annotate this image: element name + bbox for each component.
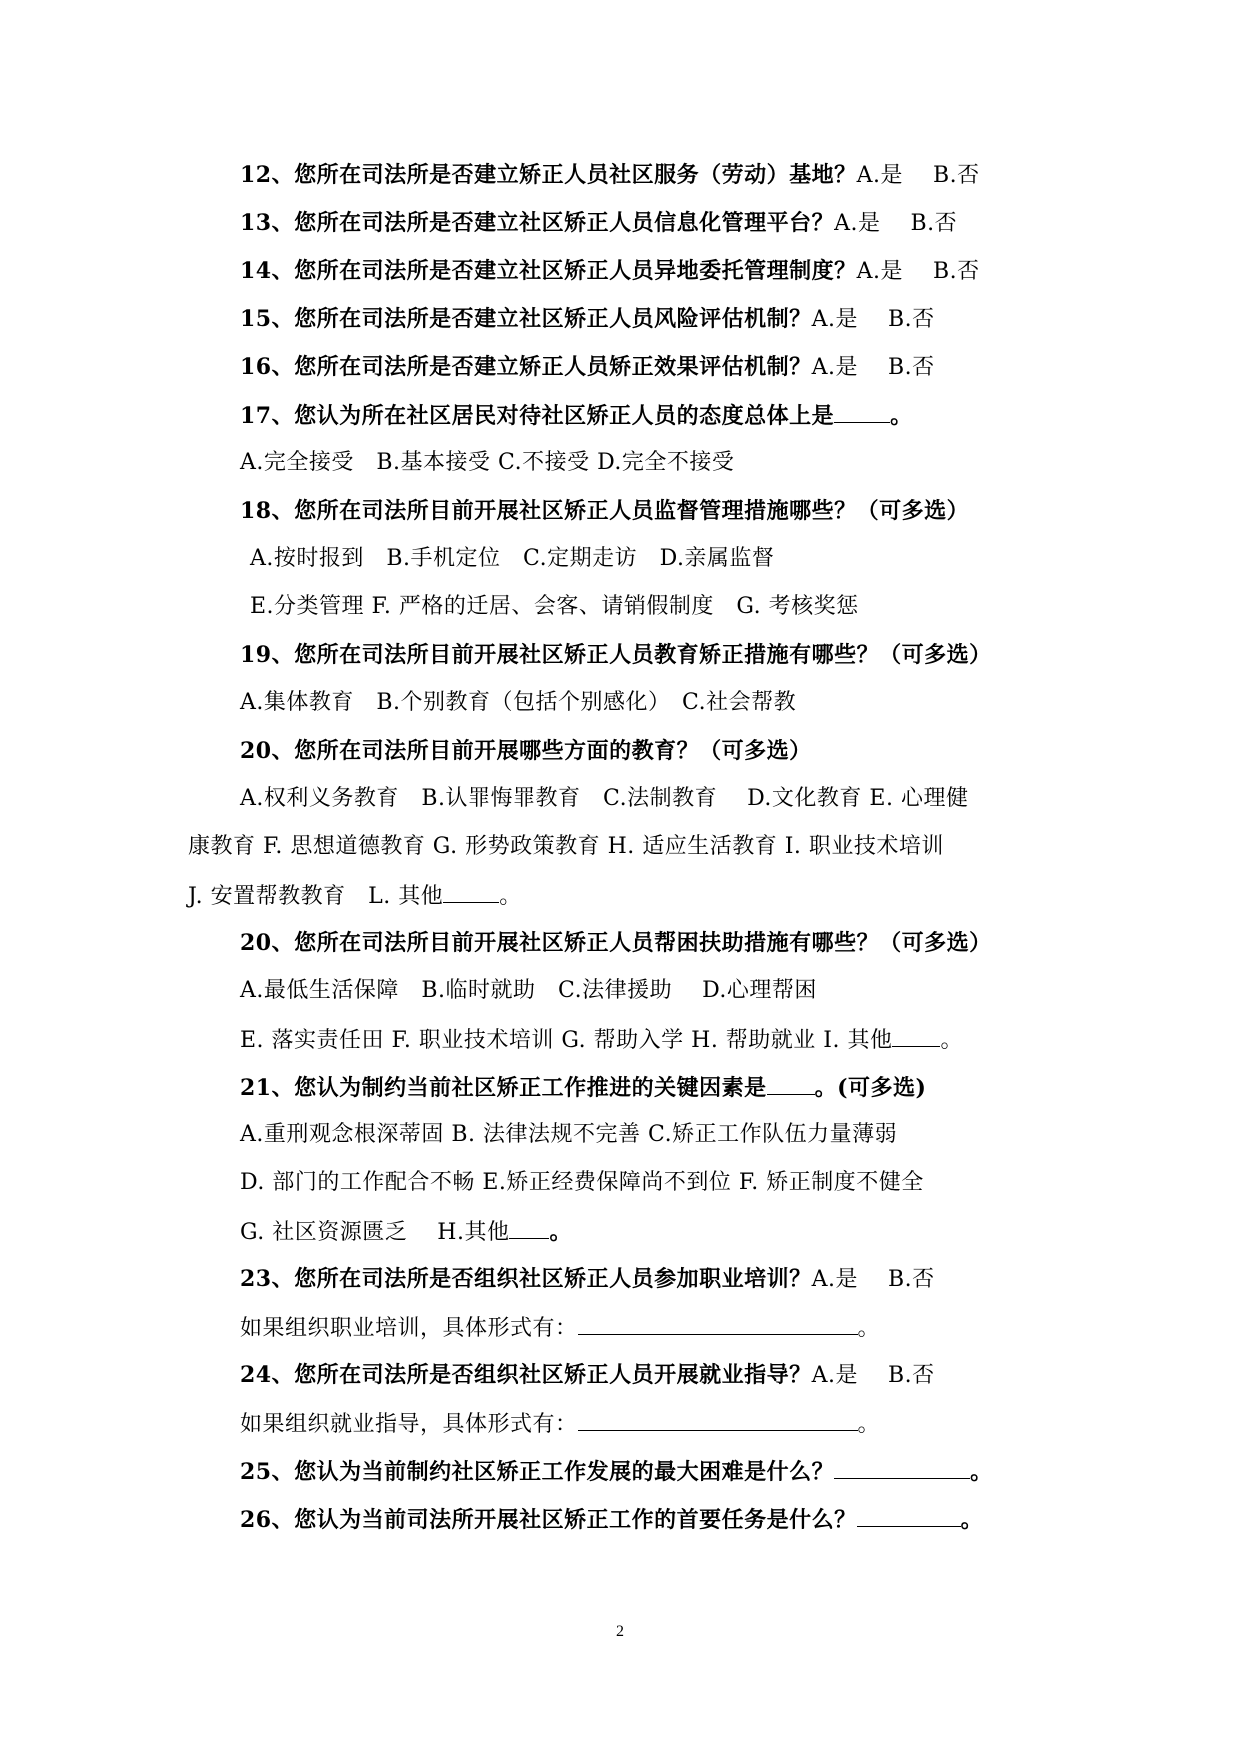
question-text: 16、您所在司法所是否建立矫正人员矫正效果评估机制？	[240, 354, 812, 380]
question-options: A.是 B.否	[834, 211, 958, 236]
question-text: 24、您所在司法所是否组织社区矫正人员开展就业指导？	[240, 1362, 812, 1388]
question-12	[240, 160, 1060, 191]
question-options: A.集体教育 B.个别教育（包括个别感化） C.社会帮教	[240, 690, 797, 715]
question-20-education-options-1	[240, 784, 1060, 814]
question-18-options-2	[250, 592, 1070, 622]
answer-blank[interactable]	[509, 1216, 549, 1239]
question-text: 25、您认为当前制约社区矫正工作发展的最大困难是什么？	[240, 1459, 835, 1485]
question-text: 26、您认为当前司法所开展社区矫正工作的首要任务是什么？	[240, 1507, 857, 1533]
question-20-assistance-options-1	[240, 976, 1060, 1006]
question-options: A.权利义务教育 B.认罪悔罪教育 C.法制教育 D.文化教育 E. 心理健	[240, 786, 969, 811]
follow-up-text: 如果组织职业培训，具体形式有：	[240, 1316, 578, 1341]
question-20-assistance-options-2	[240, 1024, 1060, 1056]
question-end: 。	[970, 1459, 993, 1485]
follow-up-text: 如果组织就业指导，具体形式有：	[240, 1412, 578, 1437]
question-end: 。	[890, 403, 913, 429]
question-options: D. 部门的工作配合不畅 E.矫正经费保障尚不到位 F. 矫正制度不健全	[240, 1170, 924, 1195]
answer-blank[interactable]	[578, 1312, 858, 1335]
answer-blank[interactable]	[767, 1072, 815, 1095]
question-end: 。(可多选)	[814, 1075, 927, 1101]
question-18-options-1	[250, 544, 1070, 574]
question-18	[240, 496, 1060, 527]
answer-blank[interactable]	[834, 1456, 970, 1479]
question-options: E. 落实责任田 F. 职业技术培训 G. 帮助入学 H. 帮助就业 I. 其他	[240, 1028, 893, 1053]
question-text: 19、您所在司法所目前开展社区矫正人员教育矫正措施有哪些？（可多选）	[240, 642, 992, 668]
question-21-options-3	[240, 1216, 1060, 1248]
question-21-options-2	[240, 1168, 1060, 1198]
question-options: G. 社区资源匮乏 H.其他	[240, 1220, 510, 1245]
question-end: 。	[960, 1507, 984, 1533]
question-text: 20、您所在司法所目前开展哪些方面的教育？（可多选）	[240, 738, 812, 764]
answer-blank[interactable]	[892, 1024, 940, 1047]
question-options: E.分类管理 F. 严格的迁居、会客、请销假制度 G. 考核奖惩	[250, 594, 859, 619]
answer-blank[interactable]	[578, 1408, 858, 1431]
question-end: 。	[857, 1412, 881, 1437]
answer-blank[interactable]	[443, 880, 499, 903]
question-end: 。	[499, 884, 522, 909]
question-16	[240, 352, 1060, 383]
question-options: A.是 B.否	[811, 1363, 935, 1388]
question-20-education	[240, 736, 1060, 767]
question-text: 15、您所在司法所是否建立社区矫正人员风险评估机制？	[240, 306, 812, 332]
question-20-education-options-3	[188, 880, 1008, 912]
question-19	[240, 640, 1060, 671]
question-options: A.按时报到 B.手机定位 C.定期走访 D.亲属监督	[250, 546, 775, 571]
question-26	[240, 1504, 1060, 1536]
question-options: A.是 B.否	[856, 163, 980, 188]
question-24-follow-up	[240, 1408, 1060, 1440]
question-13	[240, 208, 1060, 239]
question-23-follow-up	[240, 1312, 1060, 1344]
question-21-options-1	[240, 1120, 1060, 1150]
question-25	[240, 1456, 1060, 1488]
question-text: 20、您所在司法所目前开展社区矫正人员帮困扶助措施有哪些？（可多选）	[240, 930, 992, 956]
question-15	[240, 304, 1060, 335]
question-options: 康教育 F. 思想道德教育 G. 形势政策教育 H. 适应生活教育 I. 职业技术培训	[188, 834, 944, 859]
question-14	[240, 256, 1060, 287]
page-number: 2	[616, 1623, 624, 1640]
question-options: J. 安置帮教教育 L. 其他	[188, 884, 444, 909]
question-20-education-options-2	[188, 832, 1068, 862]
question-text: 12、您所在司法所是否建立矫正人员社区服务（劳动）基地？	[240, 162, 857, 188]
question-text: 23、您所在司法所是否组织社区矫正人员参加职业培训？	[240, 1266, 812, 1292]
question-text: 14、您所在司法所是否建立社区矫正人员异地委托管理制度？	[240, 258, 857, 284]
question-options: A.完全接受 B.基本接受 C.不接受 D.完全不接受	[240, 450, 735, 475]
question-17	[240, 400, 1060, 432]
question-options: A.是 B.否	[856, 259, 980, 284]
question-options: A.重刑观念根深蒂固 B. 法律法规不完善 C.矫正工作队伍力量薄弱	[240, 1122, 898, 1147]
question-options: A.是 B.否	[811, 307, 935, 332]
question-21	[240, 1072, 1060, 1104]
answer-blank[interactable]	[834, 400, 890, 423]
question-end: 。	[549, 1219, 572, 1245]
question-options: A.最低生活保障 B.临时就助 C.法律援助 D.心理帮困	[240, 978, 817, 1003]
question-19-options	[240, 688, 1060, 718]
question-24	[240, 1360, 1060, 1391]
question-23	[240, 1264, 1060, 1295]
answer-blank[interactable]	[857, 1504, 961, 1527]
question-end: 。	[857, 1316, 881, 1341]
question-options: A.是 B.否	[811, 1267, 935, 1292]
question-text: 21、您认为制约当前社区矫正工作推进的关键因素是	[240, 1075, 767, 1101]
question-17-options	[240, 448, 1060, 478]
question-text: 18、您所在司法所目前开展社区矫正人员监督管理措施哪些？（可多选）	[240, 498, 970, 524]
question-text: 17、您认为所在社区居民对待社区矫正人员的态度总体上是	[240, 403, 835, 429]
question-end: 。	[940, 1028, 963, 1053]
question-text: 13、您所在司法所是否建立社区矫正人员信息化管理平台？	[240, 210, 835, 236]
question-20-assistance	[240, 928, 1060, 959]
question-options: A.是 B.否	[811, 355, 935, 380]
